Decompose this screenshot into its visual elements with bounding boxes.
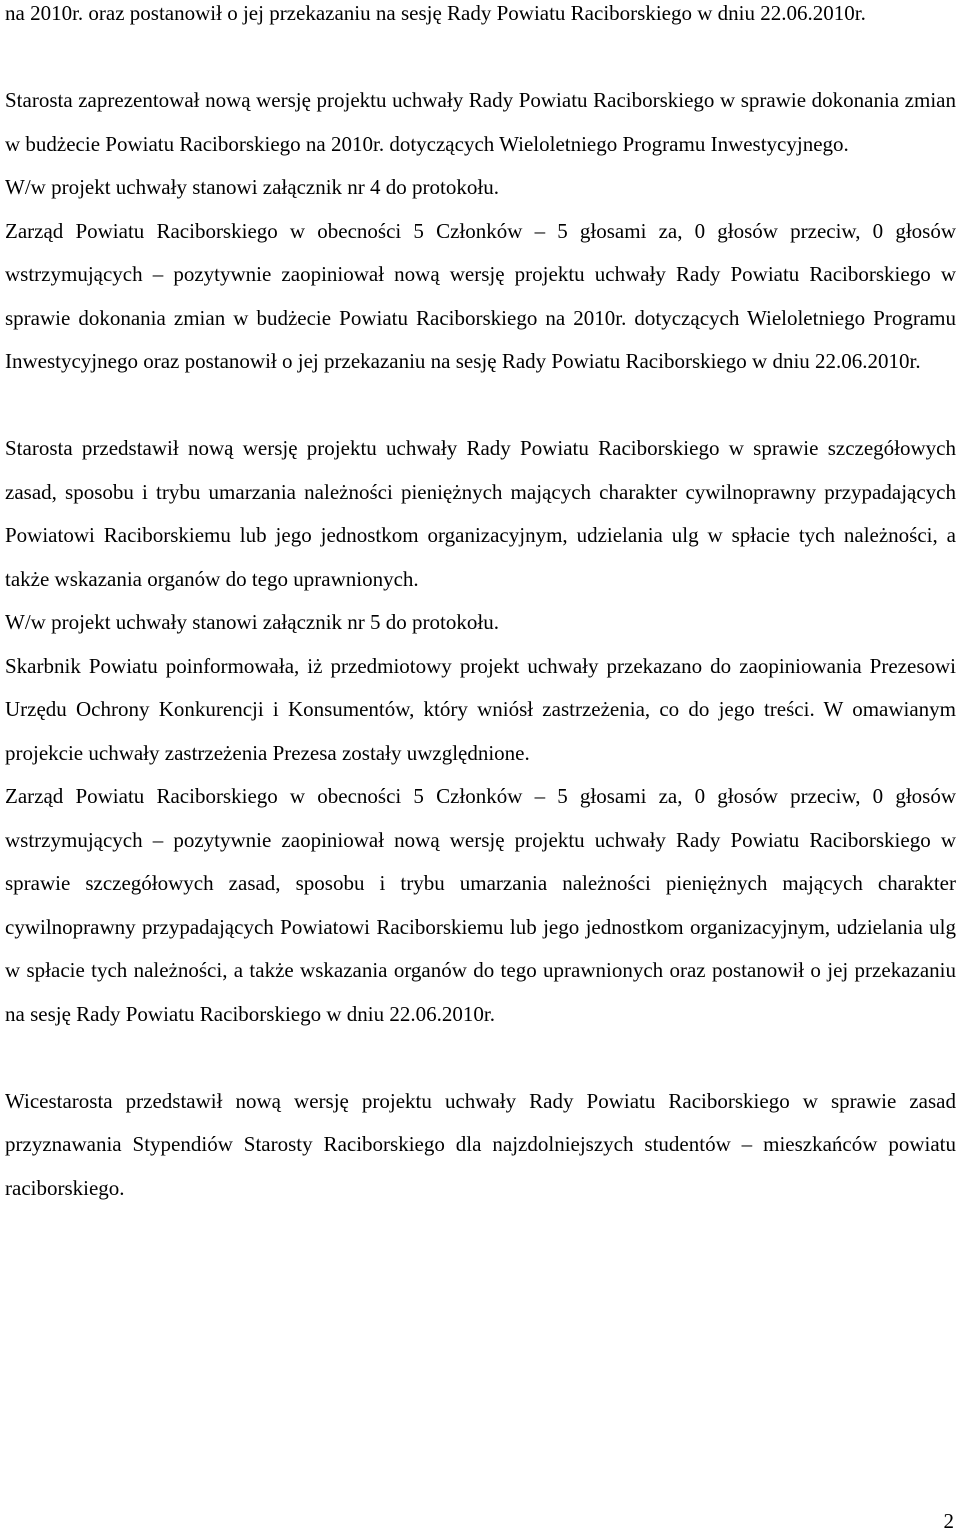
paragraph-starosta-receivables: Starosta przedstawił nową wersję projektu uchwały Rady Powiatu Raciborskiego w sprawie szczegółowych zasad, sposobu i trybu umarzania należności pieniężnych mających charakter cywilnoprawny przypadających Powiatowi Raciborskiemu lub jego jednostkom organizacyjnym, udzielania ulg w spłacie tych należności, a także wskazania organów do tego uprawnionych. (5, 436, 956, 591)
paragraph-board-opinion-receivables: Zarząd Powiatu Raciborskiego w obecności 5 Członków – 5 głosami za, 0 głosów przeciw, 0 głosów wstrzymujących – pozytywnie zaopiniował nową wersję projektu uchwały Rady Powiatu Raciborskiego w sprawie szczegółowych zasad, sposobu i trybu umarzania należności pieniężnych mających charakter cywilnoprawny przypadających Powiatowi Raciborskiemu lub jego jednostkom organizacyjnym, udzielania ulg w spłacie tych należności, a także wskazania organów do tego uprawnionych oraz postanowił o jej przekazaniu na sesję Rady Powiatu Raciborskiego w dniu 22.06.2010r. (5, 784, 956, 1026)
paragraph-board-opinion-budget: Zarząd Powiatu Raciborskiego w obecności 5 Członków – 5 głosami za, 0 głosów przeciw, 0 głosów wstrzymujących – pozytywnie zaopiniował nową wersję projektu uchwały Rady Powiatu Raciborskiego w sprawie dokonania zmian w budżecie Powiatu Raciborskiego na 2010r. dotyczących Wieloletniego Programu Inwestycyjnego oraz postanowił o jej przekazaniu na sesję Rady Powiatu Raciborskiego w dniu 22.06.2010r. (5, 218, 956, 373)
paragraph-continuation: na 2010r. oraz postanowił o jej przekazaniu na sesję Rady Powiatu Raciborskiego w dniu 22.06.2010r. (5, 1, 866, 25)
paragraph-gap (5, 36, 956, 80)
paragraph-attachment-4: W/w projekt uchwały stanowi załącznik nr 4 do protokołu. (5, 175, 499, 199)
paragraph-vicestarosta-scholarships: Wicestarosta przedstawił nową wersję projektu uchwały Rady Powiatu Raciborskiego w sprawie zasad przyznawania Stypendiów Starosty Raciborskiego dla najzdolniejszych studentów – mieszkańców powiatu raciborskiego. (5, 1088, 956, 1200)
paragraph-gap (5, 384, 956, 428)
document-body (5, 0, 956, 1210)
paragraph-treasurer-info: Skarbnik Powiatu poinformowała, iż przedmiotowy projekt uchwały przekazano do zaopiniowania Prezesowi Urzędu Ochrony Konkurencji i Konsumentów, który wniósł zastrzeżenia, co do jego treści. W omawianym projekcie uchwały zastrzeżenia Prezesa zostały uwzględnione. (5, 653, 956, 765)
paragraph-gap (5, 1036, 956, 1080)
paragraph-starosta-budget: Starosta zaprezentował nową wersję projektu uchwały Rady Powiatu Raciborskiego w sprawie dokonania zmian w budżecie Powiatu Raciborskiego na 2010r. dotyczących Wieloletniego Programu Inwestycyjnego. (5, 88, 956, 156)
page-number: 2 (943, 1509, 954, 1533)
paragraph-attachment-5: W/w projekt uchwały stanowi załącznik nr 5 do protokołu. (5, 610, 499, 634)
